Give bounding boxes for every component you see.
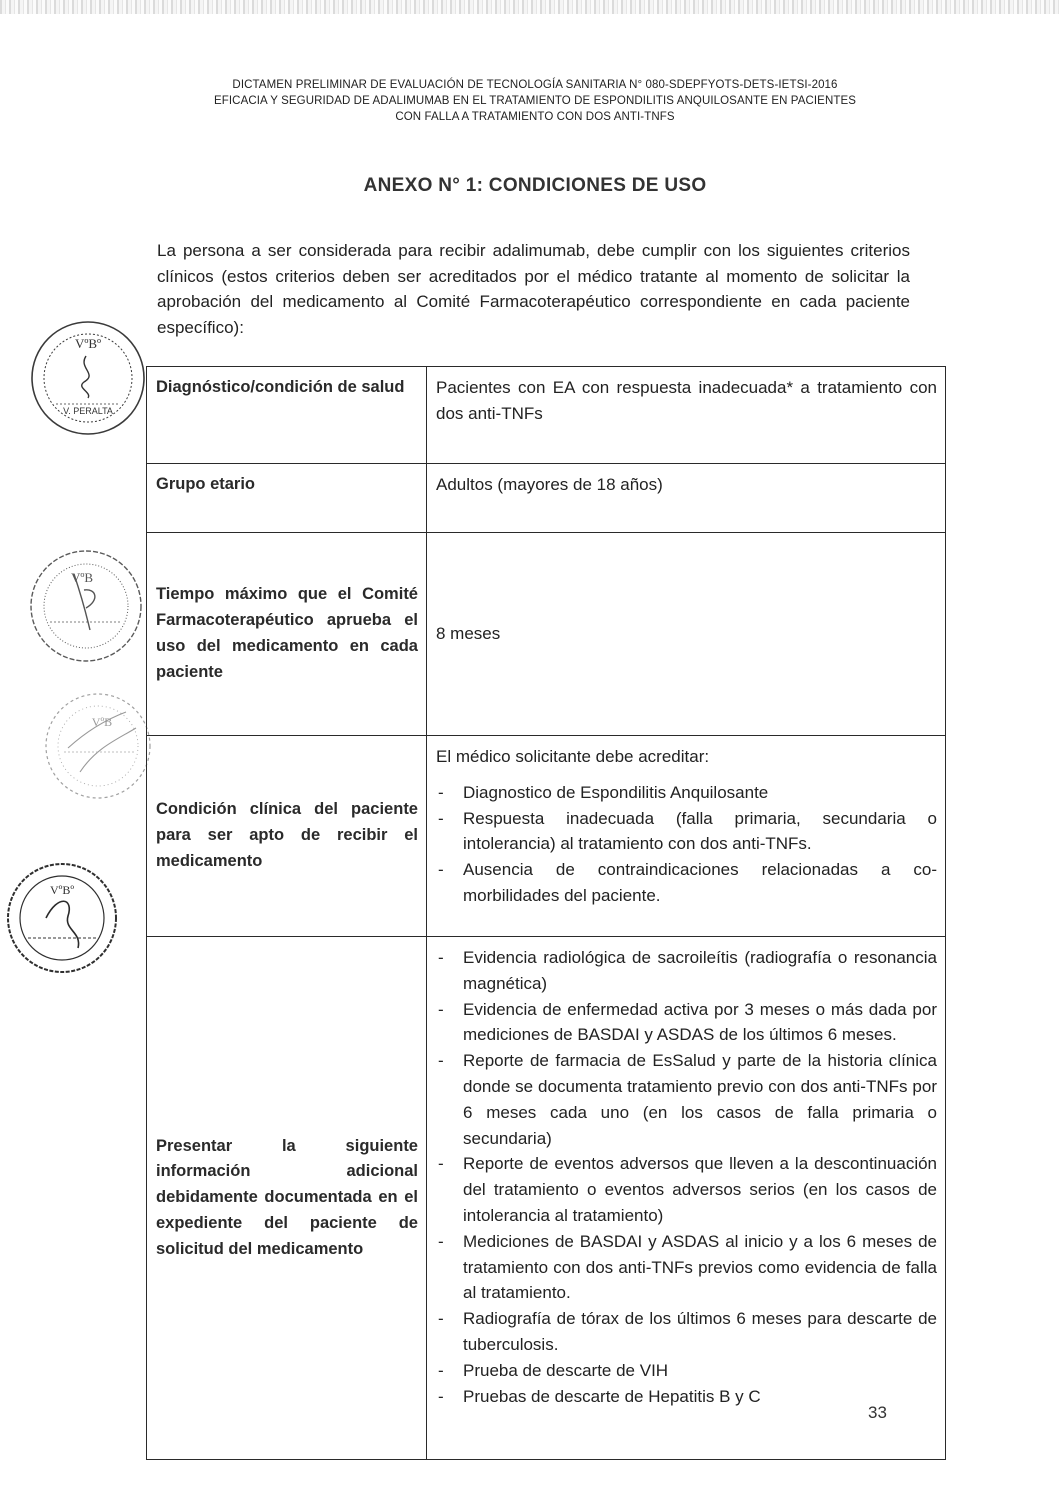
list-item	[436, 1151, 937, 1228]
table-row	[147, 937, 946, 1460]
stamp-vobo-3	[40, 688, 158, 806]
condition-intro: El médico solicitante debe acreditar:	[436, 747, 710, 766]
svg-text:VºBº: VºBº	[49, 883, 75, 897]
dash-marker: -	[438, 1051, 444, 1071]
list-item	[436, 806, 937, 858]
dash-marker: -	[438, 1386, 444, 1406]
list-item-text: Mediciones de BASDAI y ASDAS al inicio y a los 6 meses de tratamiento con dos anti-TNFs previos como evidencia de falla al tratamiento.	[463, 1231, 937, 1303]
header-line-3: CON FALLA A TRATAMIENTO CON DOS ANTI-TNFS	[395, 111, 675, 123]
dash-marker: -	[438, 782, 444, 802]
list-item	[436, 1306, 937, 1358]
list-item	[436, 780, 937, 806]
table-row	[147, 533, 946, 736]
dash-marker: -	[438, 1360, 444, 1380]
row-value-grupo-etario: Adultos (mayores de 18 años)	[427, 464, 946, 533]
list-item	[436, 945, 937, 997]
row-label-diagnostico: Diagnóstico/condición de salud	[147, 367, 427, 464]
svg-text:VºB: VºB	[91, 715, 113, 729]
table-row	[147, 736, 946, 937]
document-header	[140, 77, 930, 125]
list-item	[436, 857, 937, 909]
svg-text:VºB: VºB	[70, 570, 94, 585]
table-row	[147, 464, 946, 533]
list-item-text: Pruebas de descarte de Hepatitis B y C	[463, 1386, 761, 1406]
scan-edge-artifact	[0, 0, 1059, 14]
condition-list	[436, 780, 937, 909]
dash-marker: -	[438, 1309, 444, 1329]
list-item	[436, 997, 937, 1049]
list-item-text: Respuesta inadecuada (falla primaria, secundaria o intolerancia) al tratamiento con dos anti-TNFs.	[463, 808, 937, 854]
list-item-text: Ausencia de contraindicaciones relacionadas a co-morbilidades del paciente.	[463, 860, 937, 905]
page-number: 33	[868, 1403, 887, 1422]
row-label-tiempo-maximo: Tiempo máximo que el Comité Farmacoterapéutico aprueba el uso del medicamento en cada paciente	[147, 533, 427, 736]
dash-marker: -	[438, 808, 444, 828]
documentation-list	[436, 945, 937, 1409]
dash-marker: -	[438, 860, 444, 880]
list-item-text: Radiografía de tórax de los últimos 6 meses para descarte de tuberculosis.	[463, 1309, 937, 1354]
list-item	[436, 1048, 937, 1151]
stamp-vobo-peralta	[26, 316, 150, 440]
row-label-condicion-clinica: Condición clínica del paciente para ser apto de recibir el medicamento	[147, 736, 427, 937]
list-item-text: Evidencia de enfermedad activa por 3 meses o más dada por mediciones de BASDAI y ASDAS de los últimos 6 meses.	[463, 999, 937, 1045]
list-item-text: Reporte de eventos adversos que lleven a la descontinuación del tratamiento o eventos adversos serios (en los casos de intolerancia al tratamiento)	[463, 1154, 937, 1225]
dash-marker: -	[438, 999, 444, 1019]
intro-paragraph: La persona a ser considerada para recibir adalimumab, debe cumplir con los siguientes criterios clínicos (estos criterios deben ser acreditados por el médico tratante al momento de solicitar la aprobación del medicamento al Comité Farmacoterapéutico correspondiente en cada paciente específico):	[157, 241, 910, 337]
list-item-text: Reporte de farmacia de EsSalud y parte de la historia clínica donde se documenta tratamiento previo con dos anti-TNFs por 6 meses cada uno (en los casos de falla primaria o secundaria)	[463, 1051, 937, 1148]
row-value-tiempo-maximo: 8 meses	[427, 533, 946, 736]
list-item	[436, 1229, 937, 1306]
row-value-informacion-adicional	[427, 937, 946, 1460]
list-item-text: Diagnostico de Espondilitis Anquilosante	[463, 782, 769, 802]
svg-text:VºBº: VºBº	[74, 336, 102, 351]
stamp-vobo-4	[2, 858, 122, 978]
dash-marker: -	[438, 948, 444, 967]
dash-marker: -	[438, 1154, 444, 1174]
row-label-grupo-etario: Grupo etario	[147, 464, 427, 533]
conditions-table	[146, 366, 946, 1460]
row-value-condicion-clinica	[427, 736, 946, 937]
dash-marker: -	[438, 1231, 444, 1251]
list-item	[436, 1358, 937, 1384]
table-row	[147, 367, 946, 464]
list-item-text: Prueba de descarte de VIH	[463, 1360, 669, 1380]
stamp-vobo-2	[24, 544, 148, 668]
row-value-diagnostico: Pacientes con EA con respuesta inadecuada* a tratamiento con dos anti-TNFs	[427, 367, 946, 464]
row-label-informacion-adicional: Presentar la siguiente información adicional debidamente documentada en el expediente del paciente de solicitud del medicamento	[147, 937, 427, 1460]
list-item-text: Evidencia radiológica de sacroileítis (radiografía o resonancia magnética)	[463, 948, 937, 993]
svg-text:V. PERALTA: V. PERALTA	[63, 406, 113, 416]
list-item	[436, 1384, 937, 1410]
annex-title: ANEXO N° 1: CONDICIONES DE USO	[363, 175, 707, 196]
header-line-2: EFICACIA Y SEGURIDAD DE ADALIMUMAB EN EL TRATAMIENTO DE ESPONDILITIS ANQUILOSANTE EN PACIENTES	[213, 95, 857, 107]
header-line-1: DICTAMEN PRELIMINAR DE EVALUACIÓN DE TECNOLOGÍA SANITARIA N° 080-SDEPFYOTS-DETS-IETSI-2016	[232, 79, 838, 91]
